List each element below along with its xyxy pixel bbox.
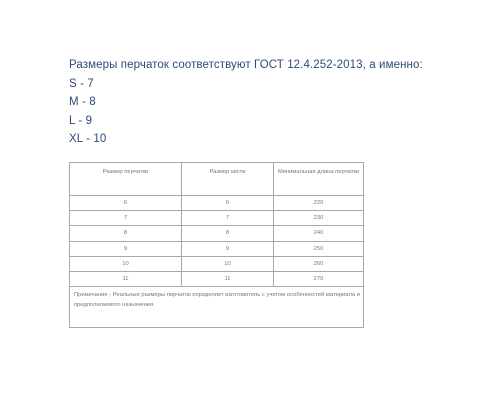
intro-heading: Размеры перчаток соответствуют ГОСТ 12.4.252-2013, а именно: [69,59,423,71]
table-row [70,256,364,271]
cell-min-length: 260 [274,256,364,271]
cell-min-length: 250 [274,241,364,256]
table-row [70,241,364,256]
cell-glove-size: 11 [70,271,182,286]
header-min-length: Минимальная длина перчатки [274,163,364,196]
table-row [70,196,364,211]
table-note: Примечание - Реальные размеры перчаток определяет изготовитель с учетом особенностей материала и предполагаемого назначения. [70,287,364,328]
cell-min-length: 240 [274,226,364,241]
header-hand-size: Размер кисти [182,163,274,196]
table-header-row [70,163,364,196]
cell-min-length: 230 [274,211,364,226]
cell-glove-size: 8 [70,226,182,241]
header-glove-size: Размер перчатки [70,163,182,196]
cell-hand-size: 10 [182,256,274,271]
cell-glove-size: 10 [70,256,182,271]
table-row [70,226,364,241]
size-m: M - 8 [69,96,96,108]
size-xl: XL - 10 [69,133,107,145]
cell-hand-size: 8 [182,226,274,241]
cell-hand-size: 9 [182,241,274,256]
table-row [70,211,364,226]
cell-min-length: 220 [274,196,364,211]
cell-hand-size: 7 [182,211,274,226]
cell-glove-size: 7 [70,211,182,226]
cell-min-length: 270 [274,271,364,286]
size-s: S - 7 [69,77,94,90]
size-table [69,162,364,328]
cell-hand-size: 6 [182,196,274,211]
intro-block [69,56,423,149]
cell-hand-size: 11 [182,271,274,286]
table-row [70,271,364,286]
size-l: L - 9 [69,114,93,127]
cell-glove-size: 6 [70,196,182,211]
size-table-container [69,162,363,328]
cell-glove-size: 9 [70,241,182,256]
table-note-row [70,287,364,328]
